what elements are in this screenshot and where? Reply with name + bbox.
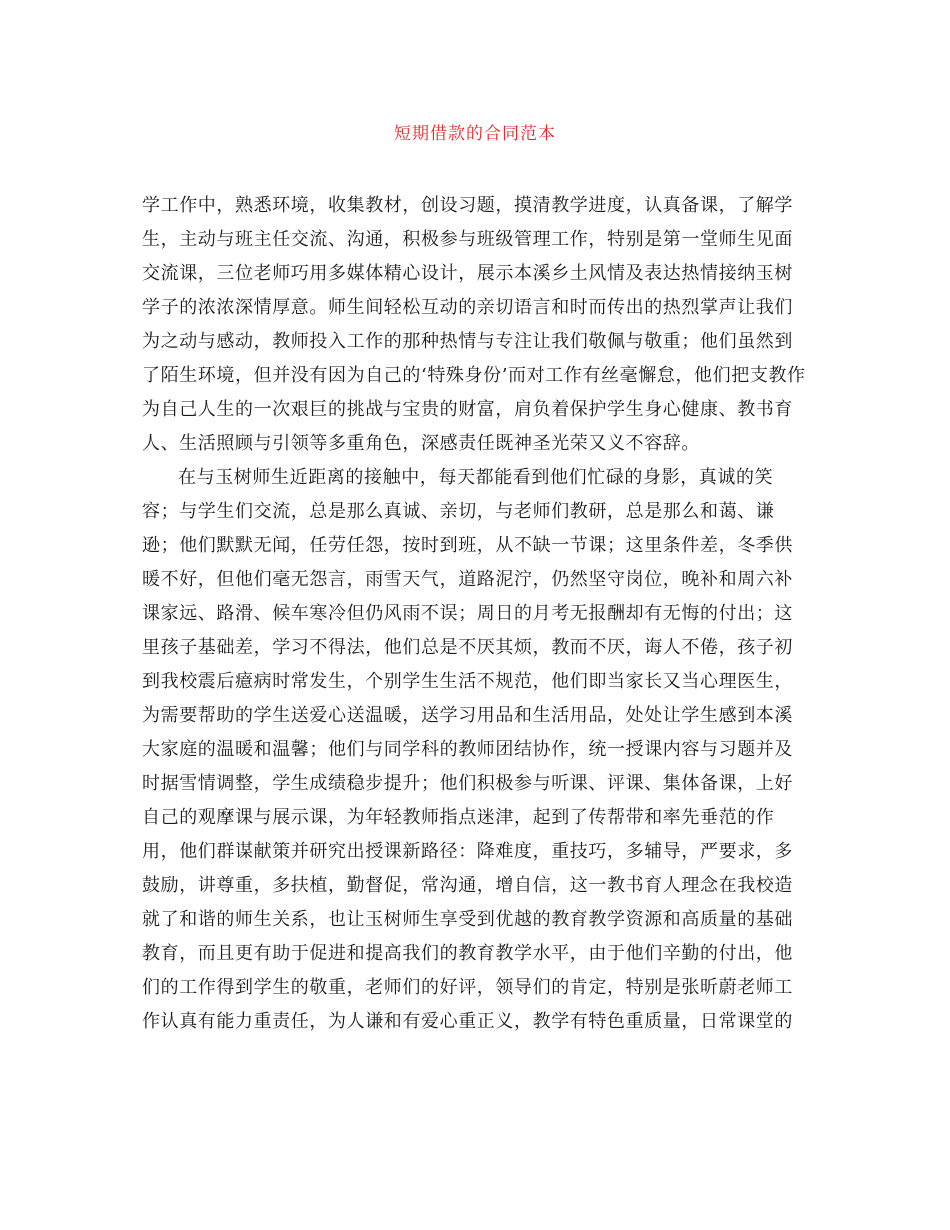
paragraph-line: 学工作中，熟悉环境，收集教材，创设习题，摸清教学进度，认真备课，了解学 xyxy=(142,195,793,216)
paragraph-line: 生，主动与班主任交流、沟通，积极参与班级管理工作，特别是第一堂师生见面 xyxy=(142,229,793,250)
paragraph-line: 为自己人生的一次艰巨的挑战与宝贵的财富，肩负着保护学生身心健康、教书育 xyxy=(142,399,793,420)
paragraph-line: 课家远、路滑、候车寒冷但仍风雨不误；周日的月考无报酬却有无悔的付出；这 xyxy=(142,603,793,624)
paragraph-line: 用，他们群谋献策并研究出授课新路径：降难度，重技巧，多辅导，严要求，多 xyxy=(142,841,793,862)
paragraph-line: 容；与学生们交流，总是那么真诚、亲切，与老师们教研，总是那么和蔼、谦 xyxy=(142,501,775,522)
document-title: 短期借款的合同范本 xyxy=(394,124,556,144)
paragraph-line: 大家庭的温暖和温馨；他们与同学科的教师团结协作，统一授课内容与习题并及 xyxy=(142,739,793,760)
paragraph-line: 到我校震后癔病时常发生，个别学生生活不规范，他们即当家长又当心理医生， xyxy=(142,671,793,692)
paragraph-line: 自己的观摩课与展示课，为年轻教师指点迷津，起到了传帮带和率先垂范的作 xyxy=(142,807,775,828)
paragraph-line: 为之动与感动，教师投入工作的那种热情与专注让我们敬佩与敬重；他们虽然到 xyxy=(142,331,793,352)
paragraph-line: 作认真有能力重责任，为人谦和有爱心重正义，教学有特色重质量，日常课堂的 xyxy=(142,1011,793,1032)
paragraph-line: 鼓励，讲尊重，多扶植，勤督促，常沟通，增自信，这一教书育人理念在我校造 xyxy=(142,875,793,896)
paragraph-line: 暖不好，但他们毫无怨言，雨雪天气，道路泥泞，仍然坚守岗位，晚补和周六补 xyxy=(142,569,793,590)
paragraph-line: 交流课，三位老师巧用多媒体精心设计，展示本溪乡土风情及表达热情接纳玉树 xyxy=(142,263,793,284)
paragraph-line: 人、生活照顾与引领等多重角色，深感责任既神圣光荣又义不容辞。 xyxy=(142,433,700,454)
paragraph-line: 时据雪情调整，学生成绩稳步提升；他们积极参与听课、评课、集体备课，上好 xyxy=(142,773,793,794)
paragraph-line: 在与玉树师生近距离的接触中，每天都能看到他们忙碌的身影，真诚的笑 xyxy=(178,467,774,488)
paragraph-line: 们的工作得到学生的敬重，老师们的好评，领导们的肯定，特别是张昕蔚老师工 xyxy=(142,977,793,998)
paragraph-line: 为需要帮助的学生送爱心送温暖，送学习用品和生活用品，处处让学生感到本溪 xyxy=(142,705,793,726)
paragraph-line: 教育，而且更有助于促进和提高我们的教育教学水平，由于他们辛勤的付出，他 xyxy=(142,943,793,964)
paragraph-line: 里孩子基础差，学习不得法，他们总是不厌其烦，教而不厌，诲人不倦，孩子初 xyxy=(142,637,793,658)
paragraph-line: 学子的浓浓深情厚意。师生间轻松互动的亲切语言和时而传出的热烈掌声让我们 xyxy=(142,297,793,318)
paragraph-line: 逊；他们默默无闻，任劳任怨，按时到班，从不缺一节课；这里条件差，冬季供 xyxy=(142,535,793,556)
paragraph-line: 就了和谐的师生关系，也让玉树师生享受到优越的教育教学资源和高质量的基础 xyxy=(142,909,793,930)
paragraph-line: 了陌生环境，但并没有因为自己的‘特殊身份’而对工作有丝毫懈怠，他们把支教作 xyxy=(142,365,806,386)
